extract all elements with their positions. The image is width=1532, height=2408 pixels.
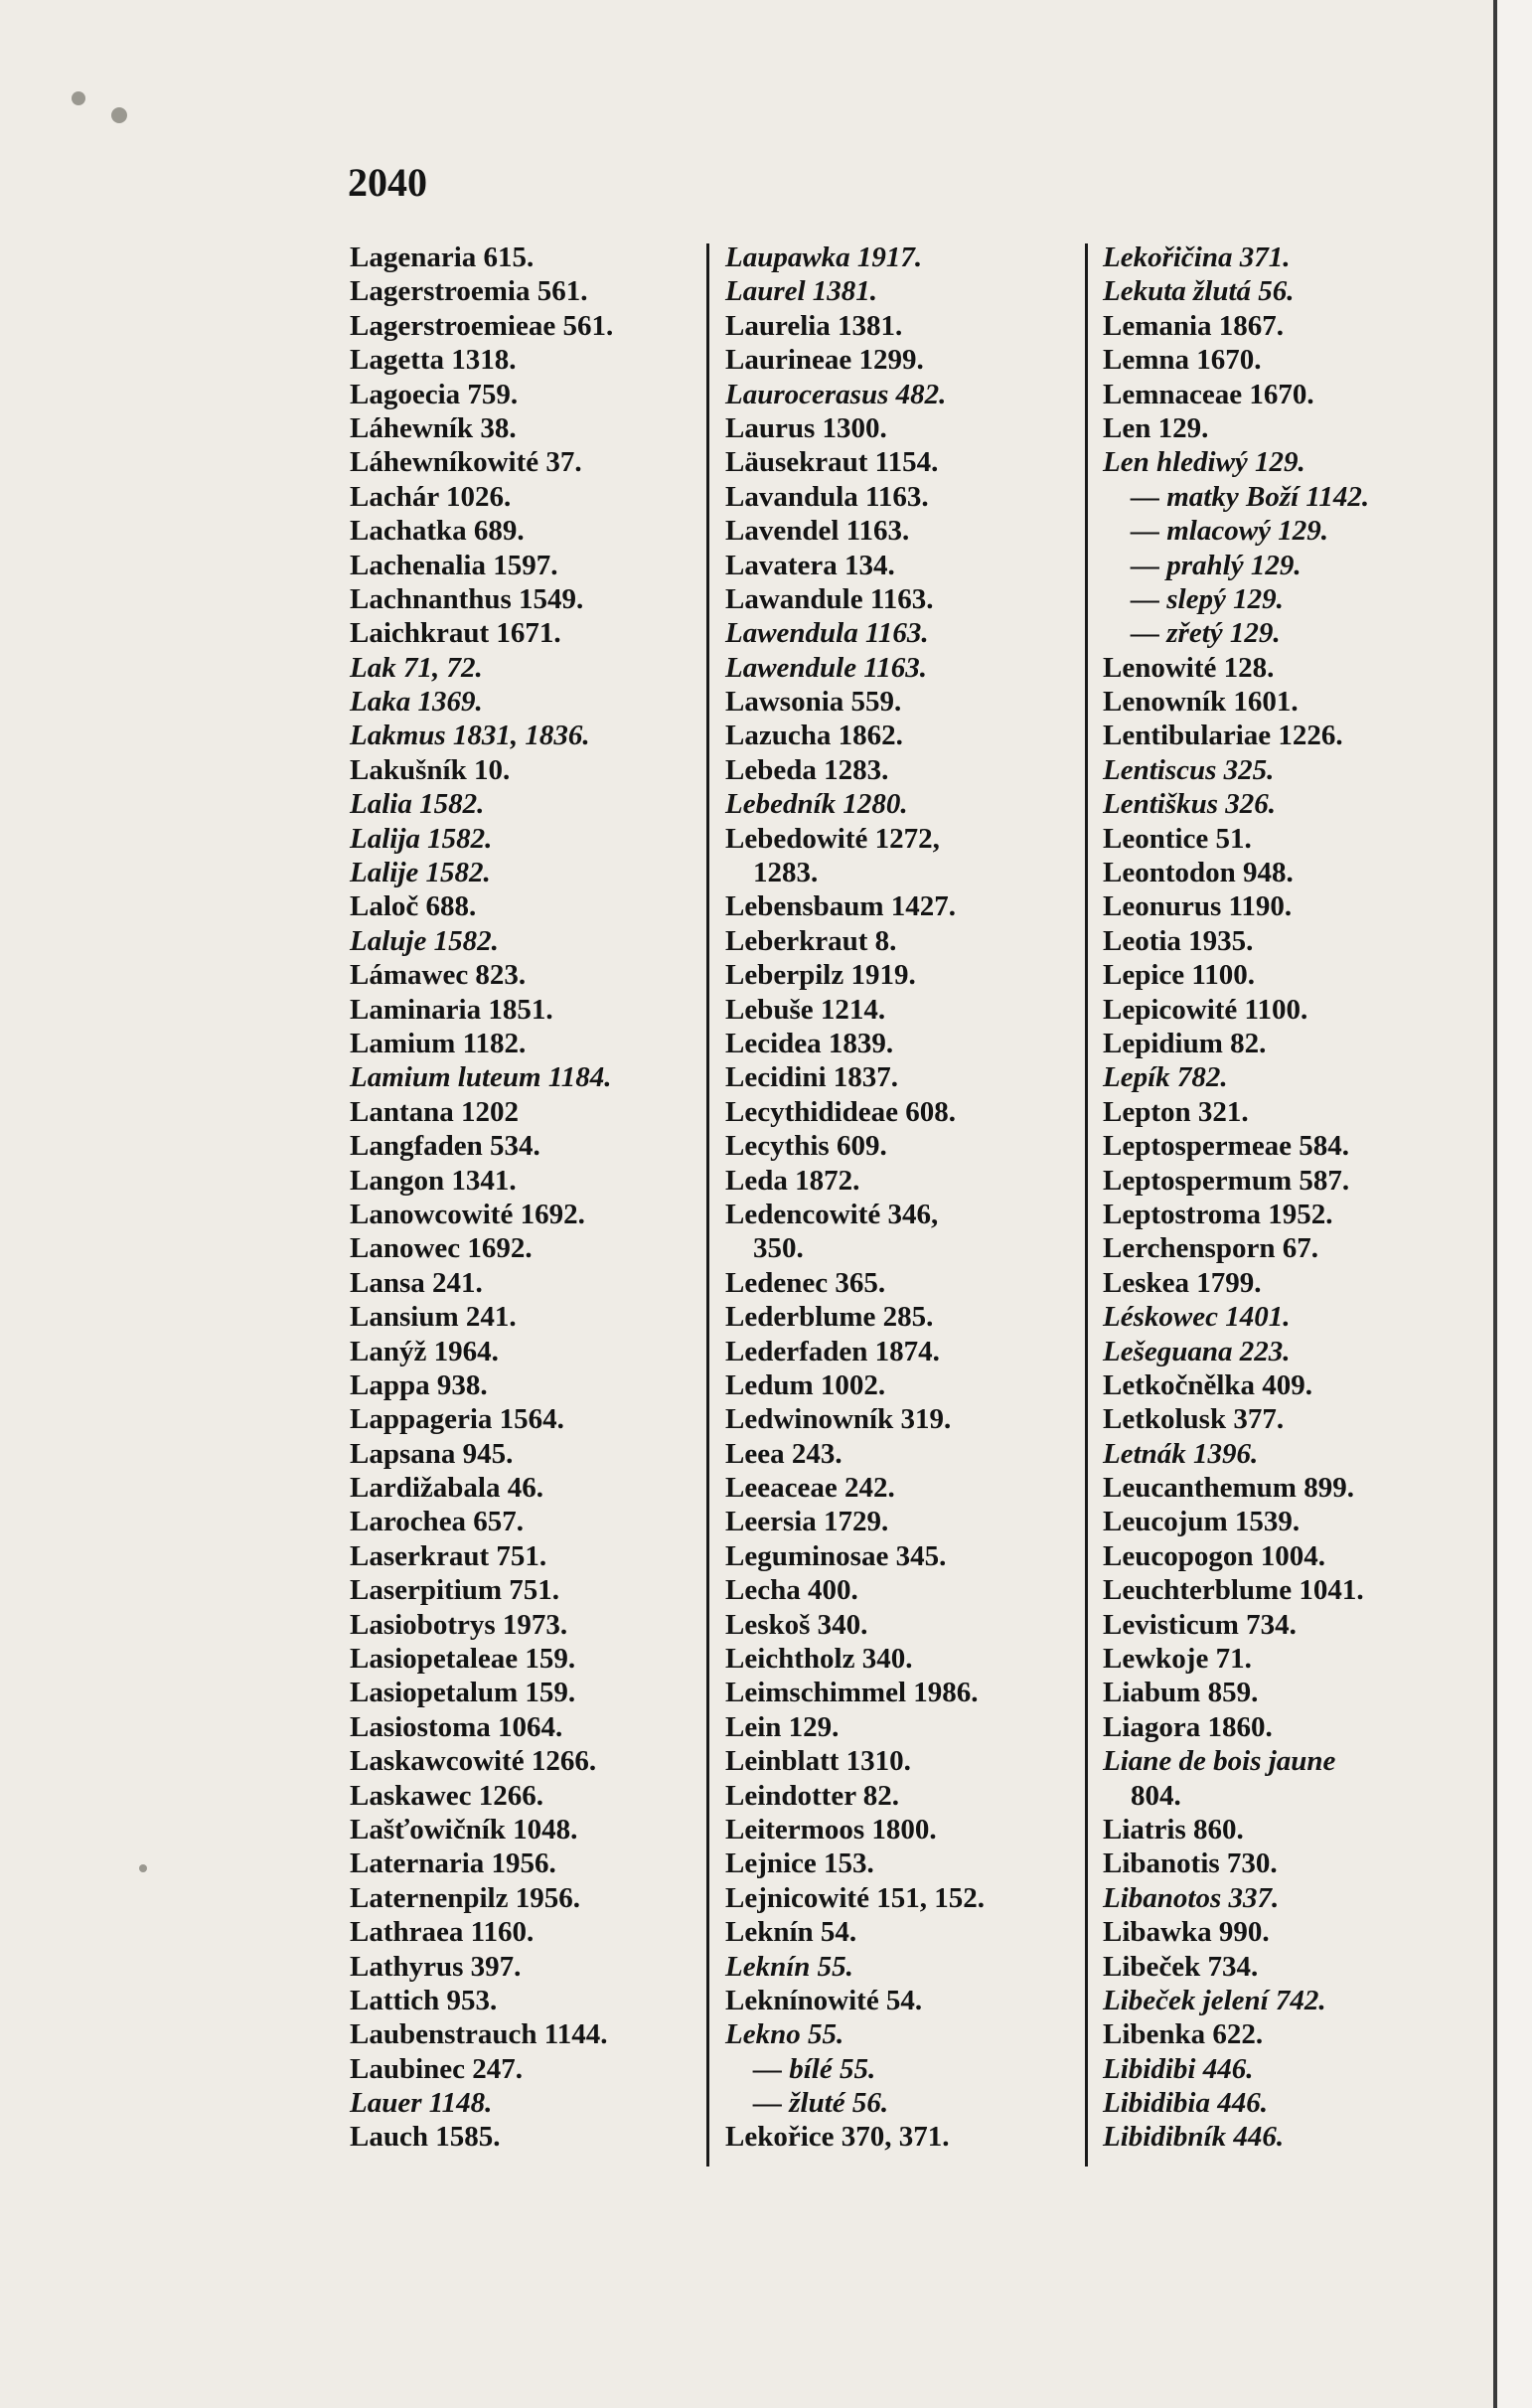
index-entry: Leonurus 1190. xyxy=(1103,890,1293,923)
index-entry: Lattich 953. xyxy=(350,1984,498,2016)
index-entry: Leucanthemum 899. xyxy=(1103,1472,1354,1505)
index-entry: Lekořičina 371. xyxy=(1103,241,1291,273)
index-entry: Lederfaden 1874. xyxy=(725,1335,940,1367)
index-entry: Leichtholz 340. xyxy=(725,1643,913,1676)
index-entry: Lappa 938. xyxy=(350,1368,488,1401)
index-entry: Lasiopetalum 159. xyxy=(350,1677,576,1709)
index-entry: Letkočnělka 409. xyxy=(1103,1368,1313,1401)
index-entry: Leknín 55. xyxy=(725,1950,853,1983)
index-entry: Lebensbaum 1427. xyxy=(725,890,957,923)
index-entry: Leea 243. xyxy=(725,1437,843,1470)
index-entry: Lansa 241. xyxy=(350,1266,483,1299)
index-entry: Lanýž 1964. xyxy=(350,1335,499,1367)
index-entry: Libidibi 446. xyxy=(1103,2052,1254,2085)
index-entry: Lein 129. xyxy=(725,1710,840,1743)
index-entry: Leucojum 1539. xyxy=(1103,1506,1301,1538)
index-entry: Leknínowité 54. xyxy=(725,1984,923,2016)
index-entry: Lawendule 1163. xyxy=(725,651,928,684)
index-entry: — matky Boží 1142. xyxy=(1131,480,1370,513)
index-entry: Lathraea 1160. xyxy=(350,1916,535,1949)
index-entry: Laubenstrauch 1144. xyxy=(350,2018,608,2051)
index-entry: Lecythidideae 608. xyxy=(725,1095,956,1128)
index-entry: Len 129. xyxy=(1103,411,1209,444)
index-entry: Leotia 1935. xyxy=(1103,924,1254,957)
index-entry: Lakušník 10. xyxy=(350,753,511,786)
index-entry: Lak 71, 72. xyxy=(350,651,483,684)
index-entry: Leskoš 340. xyxy=(725,1608,868,1641)
index-entry: Lachár 1026. xyxy=(350,480,512,513)
index-entry: Lagoecia 759. xyxy=(350,378,519,410)
index-entry: Len hlediwý 129. xyxy=(1103,446,1305,479)
index-entry: Lanowec 1692. xyxy=(350,1232,533,1265)
index-entry: Láhewník 38. xyxy=(350,411,517,444)
index-entry: Laurus 1300. xyxy=(725,411,887,444)
index-entry: Laurel 1381. xyxy=(725,275,878,308)
index-entry: Leinblatt 1310. xyxy=(725,1745,911,1778)
index-entry: Leuchterblume 1041. xyxy=(1103,1574,1364,1607)
index-entry: Ledenec 365. xyxy=(725,1266,886,1299)
index-entry: Lewkoje 71. xyxy=(1103,1643,1252,1676)
index-entry: Lagenaria 615. xyxy=(350,241,535,273)
index-entry: Lamium 1182. xyxy=(350,1027,527,1059)
index-entry: Lasiostoma 1064. xyxy=(350,1710,563,1743)
index-entry: Laloč 688. xyxy=(350,890,477,923)
index-entry: Lanowcowité 1692. xyxy=(350,1198,585,1230)
index-entry: — slepý 129. xyxy=(1131,582,1284,615)
index-entry: Laka 1369. xyxy=(350,686,483,719)
index-entry: Lansium 241. xyxy=(350,1301,517,1334)
index-entry: Laurelia 1381. xyxy=(725,309,903,342)
index-entry: Leersia 1729. xyxy=(725,1506,889,1538)
index-entry: Libanotis 730. xyxy=(1103,1847,1278,1880)
index-entry: Lentiscus 325. xyxy=(1103,753,1275,786)
index-entry: Lagetta 1318. xyxy=(350,344,517,377)
index-entry: Laserpitium 751. xyxy=(350,1574,560,1607)
index-entry: Libidibia 446. xyxy=(1103,2087,1268,2120)
index-entry: Lemna 1670. xyxy=(1103,344,1262,377)
index-entry: Levisticum 734. xyxy=(1103,1608,1297,1641)
index-entry: Lekořice 370, 371. xyxy=(725,2121,950,2154)
index-entry: Leontice 51. xyxy=(1103,822,1252,855)
index-entry: Lavandula 1163. xyxy=(725,480,929,513)
index-entry: Larochea 657. xyxy=(350,1506,525,1538)
index-entry: Liane de bois jaune xyxy=(1103,1745,1336,1778)
index-entry: Lecha 400. xyxy=(725,1574,858,1607)
index-entry: — zřetý 129. xyxy=(1131,617,1281,650)
index-entry: Leontodon 948. xyxy=(1103,857,1294,889)
index-entry: Lenowník 1601. xyxy=(1103,686,1299,719)
index-entry: — prahlý 129. xyxy=(1131,549,1302,581)
column-divider xyxy=(706,243,709,2167)
index-entry: Ledencowité 346, xyxy=(725,1198,939,1230)
index-entry: Libanotos 337. xyxy=(1103,1881,1280,1914)
index-entry: Laubinec 247. xyxy=(350,2052,524,2085)
index-entry: Libidibník 446. xyxy=(1103,2121,1285,2154)
index-entry: Lachatka 689. xyxy=(350,515,525,548)
index-entry: Libeček 734. xyxy=(1103,1950,1259,1983)
index-entry: Lepice 1100. xyxy=(1103,959,1256,992)
index-entry: Lederblume 285. xyxy=(725,1301,934,1334)
index-entry: Lentibulariae 1226. xyxy=(1103,720,1343,752)
index-entry: 1283. xyxy=(753,857,819,889)
index-entry: Leguminosae 345. xyxy=(725,1539,947,1572)
index-entry: Lawendula 1163. xyxy=(725,617,929,650)
index-entry: Lakmus 1831, 1836. xyxy=(350,720,590,752)
index-entry: Leucopogon 1004. xyxy=(1103,1539,1325,1572)
index-entry: Lathyrus 397. xyxy=(350,1950,522,1983)
index-entry: Leitermoos 1800. xyxy=(725,1813,937,1846)
index-entry: Leptospermum 587. xyxy=(1103,1164,1350,1197)
index-entry: Lavatera 134. xyxy=(725,549,895,581)
index-entry: Lepík 782. xyxy=(1103,1061,1228,1094)
index-entry: Lemania 1867. xyxy=(1103,309,1285,342)
index-entry: 804. xyxy=(1131,1779,1181,1812)
index-entry: Libenka 622. xyxy=(1103,2018,1264,2051)
page-margin xyxy=(1497,0,1532,2408)
index-entry: Ledwinowník 319. xyxy=(725,1403,952,1436)
index-entry: 350. xyxy=(753,1232,804,1265)
index-column-2 xyxy=(725,241,1068,2155)
index-entry: Lawandule 1163. xyxy=(725,582,934,615)
index-entry: Ledum 1002. xyxy=(725,1368,886,1401)
index-entry: Liabum 859. xyxy=(1103,1677,1259,1709)
index-column-1 xyxy=(350,241,697,2155)
index-entry: Lalia 1582. xyxy=(350,788,485,821)
index-entry: Lardižabala 46. xyxy=(350,1472,543,1505)
index-entry: Laurocerasus 482. xyxy=(725,378,947,410)
paper-speck xyxy=(111,107,127,123)
index-column-3 xyxy=(1103,241,1480,2155)
index-entry: Laminaria 1851. xyxy=(350,993,553,1026)
index-entry: Leptospermeae 584. xyxy=(1103,1130,1350,1163)
index-entry: Laichkraut 1671. xyxy=(350,617,561,650)
index-entry: Leda 1872. xyxy=(725,1164,860,1197)
index-entry: Lepicowité 1100. xyxy=(1103,993,1308,1026)
index-entry: — bílé 55. xyxy=(753,2052,876,2085)
index-entry: Lenowité 128. xyxy=(1103,651,1275,684)
index-entry: Lalija 1582. xyxy=(350,822,493,855)
index-entry: Laskawcowité 1266. xyxy=(350,1745,597,1778)
index-entry: Lawsonia 559. xyxy=(725,686,902,719)
index-entry: Lebedník 1280. xyxy=(725,788,908,821)
index-entry: Libawka 990. xyxy=(1103,1916,1270,1949)
index-entry: Lantana 1202 xyxy=(350,1095,520,1128)
index-entry: Lazucha 1862. xyxy=(725,720,903,752)
index-entry: Lekno 55. xyxy=(725,2018,844,2051)
index-entry: Leberpilz 1919. xyxy=(725,959,916,992)
paper-speck xyxy=(139,1864,147,1872)
index-entry: Lauer 1148. xyxy=(350,2087,493,2120)
index-entry: Lašťowičník 1048. xyxy=(350,1813,578,1846)
index-entry: Liagora 1860. xyxy=(1103,1710,1273,1743)
index-entry: Leindotter 82. xyxy=(725,1779,900,1812)
index-entry: Letnák 1396. xyxy=(1103,1437,1259,1470)
index-entry: Lecythis 609. xyxy=(725,1130,887,1163)
index-entry: Lavendel 1163. xyxy=(725,515,910,548)
index-entry: Libeček jelení 742. xyxy=(1103,1984,1326,2016)
index-entry: Lecidini 1837. xyxy=(725,1061,899,1094)
index-entry: Leskea 1799. xyxy=(1103,1266,1262,1299)
index-entry: Lamium luteum 1184. xyxy=(350,1061,612,1094)
index-entry: Lešeguana 223. xyxy=(1103,1335,1291,1367)
index-entry: Laternenpilz 1956. xyxy=(350,1881,580,1914)
index-entry: Letkolusk 377. xyxy=(1103,1403,1285,1436)
index-entry: Lekuta žlutá 56. xyxy=(1103,275,1295,308)
index-entry: Laskawec 1266. xyxy=(350,1779,543,1812)
index-entry: Laupawka 1917. xyxy=(725,241,923,273)
index-entry: Laurineae 1299. xyxy=(725,344,924,377)
index-entry: Läusekraut 1154. xyxy=(725,446,939,479)
index-entry: Lebedowité 1272, xyxy=(725,822,940,855)
index-entry: Lejnice 153. xyxy=(725,1847,874,1880)
index-entry: Liatris 860. xyxy=(1103,1813,1244,1846)
index-entry: Langfaden 534. xyxy=(350,1130,540,1163)
index-entry: Lepidium 82. xyxy=(1103,1027,1267,1059)
index-entry: Leberkraut 8. xyxy=(725,924,897,957)
index-entry: Lagerstroemia 561. xyxy=(350,275,588,308)
page-number: 2040 xyxy=(348,160,427,205)
paper-speck xyxy=(72,91,85,105)
index-entry: Lebuše 1214. xyxy=(725,993,886,1026)
index-entry: Lapsana 945. xyxy=(350,1437,514,1470)
index-entry: — žluté 56. xyxy=(753,2087,889,2120)
index-entry: Leimschimmel 1986. xyxy=(725,1677,979,1709)
index-entry: Laluje 1582. xyxy=(350,924,499,957)
index-entry: Lejnicowité 151, 152. xyxy=(725,1881,985,1914)
index-entry: Lalije 1582. xyxy=(350,857,491,889)
index-entry: Lasiobotrys 1973. xyxy=(350,1608,568,1641)
index-entry: Lentiškus 326. xyxy=(1103,788,1277,821)
index-entry: Leknín 54. xyxy=(725,1916,857,1949)
index-entry: Lebeda 1283. xyxy=(725,753,889,786)
index-entry: Léskowec 1401. xyxy=(1103,1301,1291,1334)
index-entry: Láhewníkowité 37. xyxy=(350,446,582,479)
index-entry: Lachnanthus 1549. xyxy=(350,582,584,615)
index-entry: Lemnaceae 1670. xyxy=(1103,378,1314,410)
index-entry: Lappageria 1564. xyxy=(350,1403,564,1436)
index-entry: Lepton 321. xyxy=(1103,1095,1249,1128)
index-entry: Langon 1341. xyxy=(350,1164,517,1197)
column-divider xyxy=(1085,243,1088,2167)
index-entry: Lachenalia 1597. xyxy=(350,549,558,581)
index-entry: Laserkraut 751. xyxy=(350,1539,547,1572)
index-entry: Lerchensporn 67. xyxy=(1103,1232,1318,1265)
index-entry: — mlacowý 129. xyxy=(1131,515,1328,548)
index-entry: Laternaria 1956. xyxy=(350,1847,556,1880)
index-entry: Leeaceae 242. xyxy=(725,1472,895,1505)
index-entry: Lauch 1585. xyxy=(350,2121,501,2154)
index-entry: Leptostroma 1952. xyxy=(1103,1198,1333,1230)
index-entry: Lámawec 823. xyxy=(350,959,527,992)
index-entry: Lagerstroemieae 561. xyxy=(350,309,614,342)
index-entry: Lasiopetaleae 159. xyxy=(350,1643,576,1676)
index-entry: Lecidea 1839. xyxy=(725,1027,894,1059)
